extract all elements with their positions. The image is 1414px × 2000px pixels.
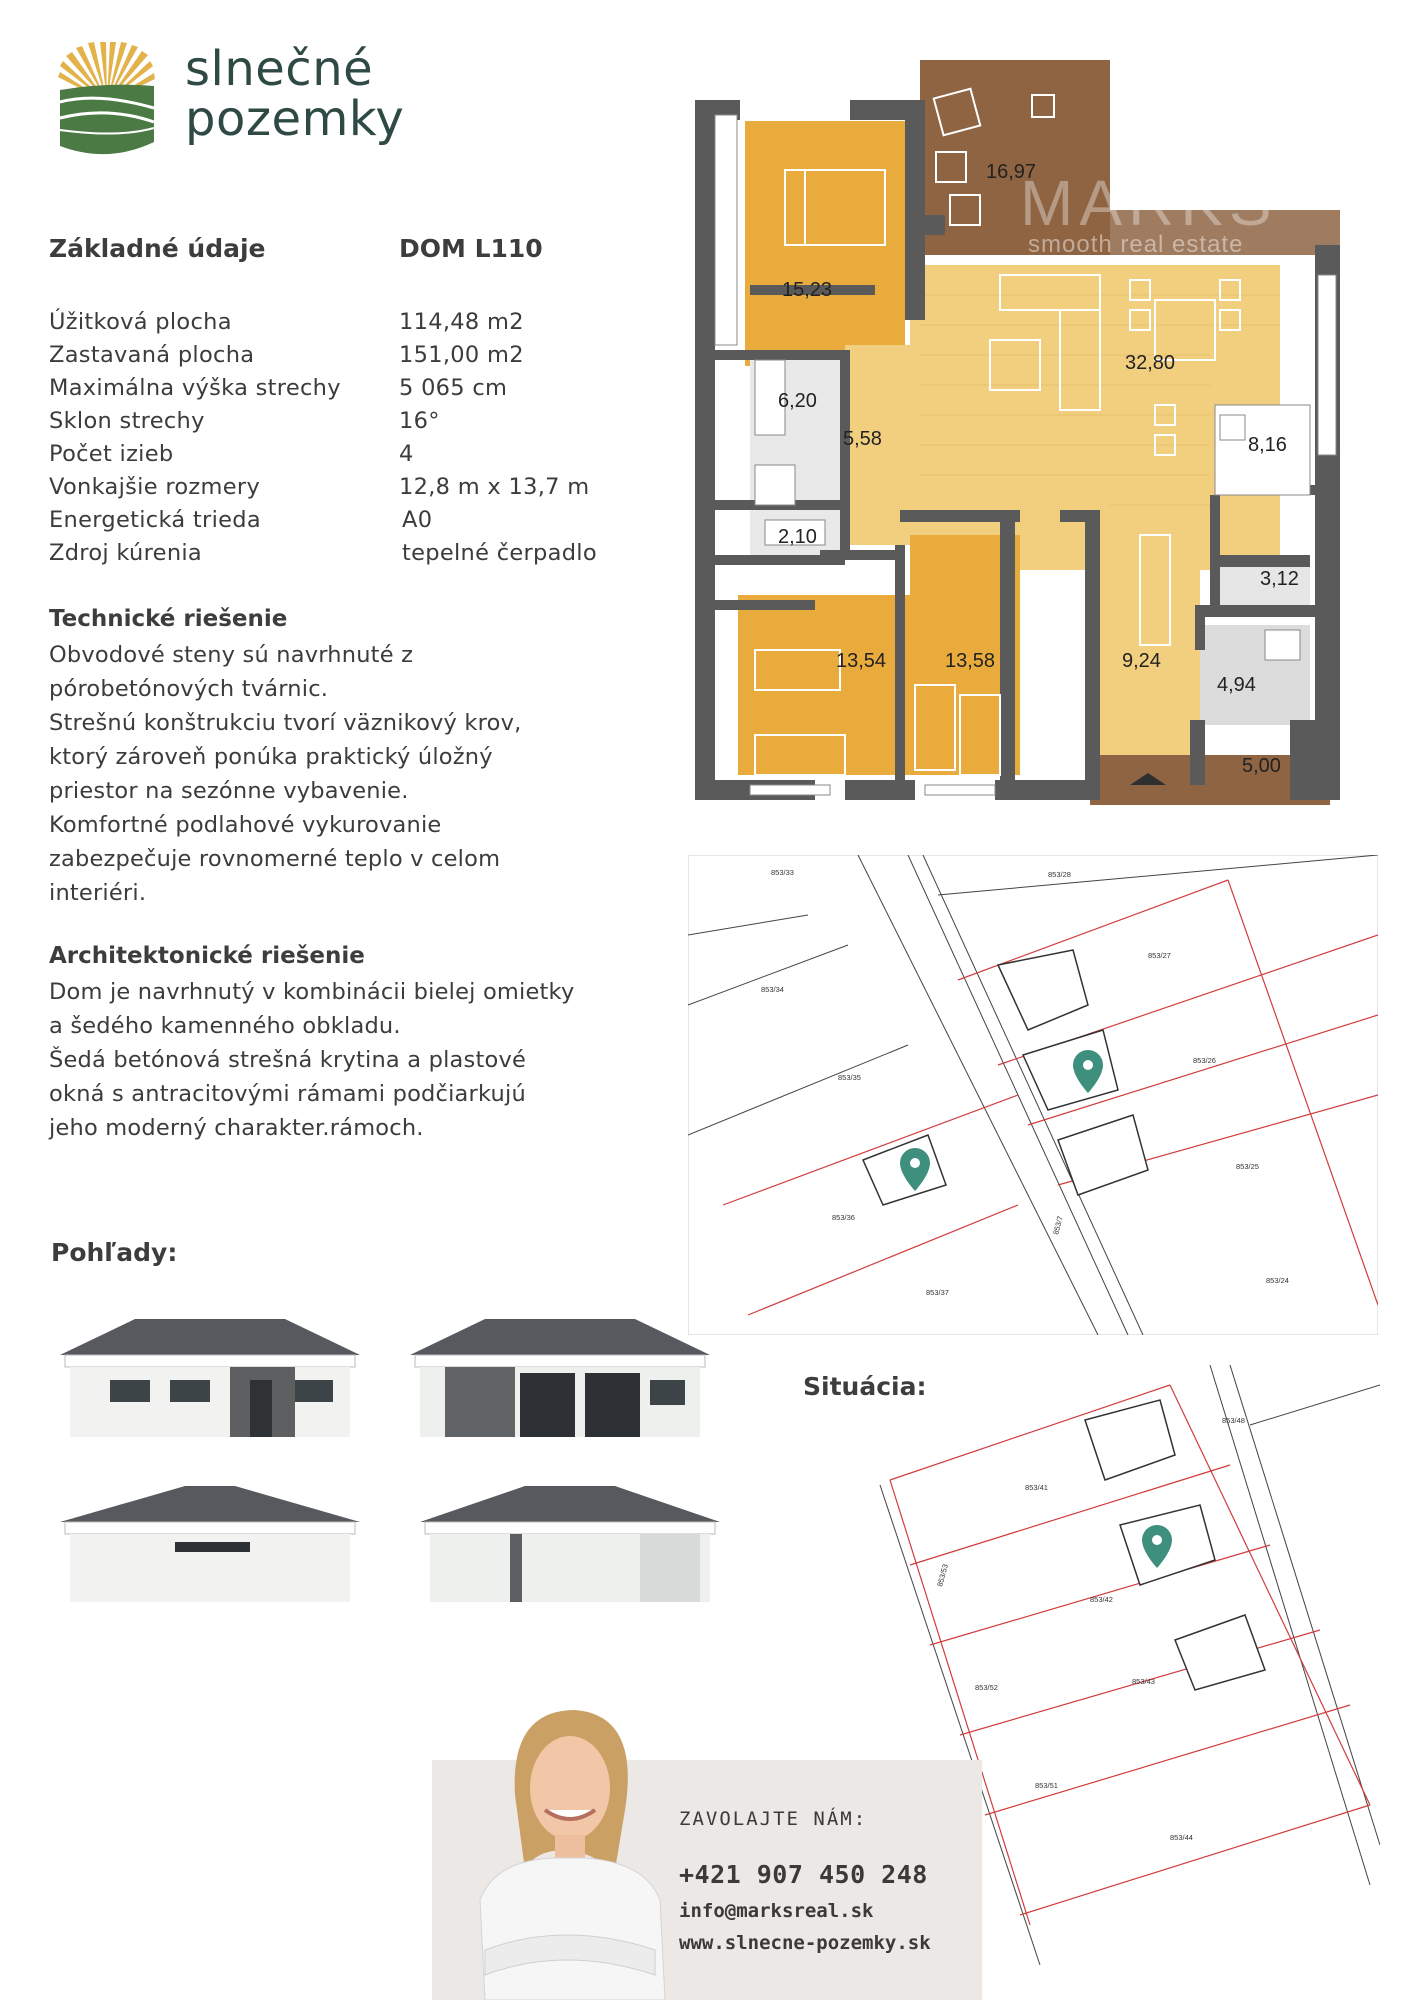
spec-value: 5 065 cm (399, 375, 508, 401)
spec-row (49, 540, 689, 573)
house-name: DOM L110 (399, 234, 543, 263)
lot-label: 853/27 (1148, 951, 1171, 960)
room-area-pantry: 3,12 (1260, 568, 1299, 590)
room-area-bedroom: 15,23 (782, 279, 833, 301)
lot-label: 853/26 (1193, 1056, 1216, 1065)
pin-dot (910, 1158, 920, 1168)
room1-floor (738, 595, 913, 775)
brand-name-line2: pozemky (185, 91, 405, 147)
spec-row (49, 375, 689, 408)
spec-value: 151,00 m2 (399, 342, 524, 368)
website-link[interactable]: www.slnecne-pozemky.sk (679, 1932, 931, 1954)
basic-info-heading: Základné údaje (49, 234, 266, 263)
agent-photo (455, 1700, 685, 2000)
lot-label: 853/48 (1222, 1416, 1245, 1425)
spec-label: Počet izieb (49, 441, 174, 467)
lot-label: 853/52 (975, 1683, 998, 1692)
lot-label: 853/28 (1048, 870, 1071, 879)
floor-plan (690, 55, 1360, 815)
room-area-hall: 5,58 (843, 428, 882, 450)
lot-label: 853/34 (761, 985, 784, 994)
spec-label: Úžitková plocha (49, 309, 232, 335)
technical-heading: Technické riešenie (49, 606, 288, 632)
spec-row (49, 507, 689, 540)
lot-label: 853/41 (1025, 1483, 1048, 1492)
spec-label: Vonkajšie rozmery (49, 474, 261, 500)
room-area-bath2: 4,94 (1217, 674, 1256, 696)
architecture-text: Dom je navrhnutý v kombinácii bielej omietky a šedého kamenného obkladu. Šedá betónová strešná krytina a plastové okná s antracitovými rámami podčiarkujú jeho moderný charakter.rámoch. (49, 979, 575, 1141)
spec-value: tepelné čerpadlo (402, 540, 597, 566)
room-area-entry: 9,24 (1122, 650, 1161, 672)
spec-label: Zastavaná plocha (49, 342, 255, 368)
lot-label: 853/43 (1132, 1677, 1155, 1686)
email-link[interactable]: info@marksreal.sk (679, 1900, 874, 1922)
spec-row (49, 309, 689, 342)
spec-row (49, 342, 689, 375)
spec-value: A0 (402, 507, 433, 533)
road-label: 853/7 (1051, 1215, 1065, 1236)
entry-floor (1100, 525, 1200, 770)
bedroom-floor (745, 121, 905, 366)
lot-label: 853/37 (926, 1288, 949, 1297)
elevation-side-left (55, 1482, 365, 1612)
room-area-room1: 13,54 (836, 650, 887, 672)
watermark-title: MARKS (1020, 167, 1278, 239)
lot-label: 853/33 (771, 868, 794, 877)
call-us-label: ZAVOLAJTE NÁM: (679, 1808, 868, 1830)
spec-value: 12,8 m x 13,7 m (399, 474, 590, 500)
room-area-terrace: 16,97 (986, 161, 1037, 183)
room-area-living: 32,80 (1125, 352, 1176, 374)
spec-row (49, 441, 689, 474)
lot-label: 853/51 (1035, 1781, 1058, 1790)
views-heading: Pohľady: (51, 1238, 178, 1267)
brand-name (185, 41, 405, 147)
lot-label: 853/25 (1236, 1162, 1259, 1171)
road-label: 853/53 (935, 1563, 950, 1588)
map2-houses (1085, 1400, 1265, 1690)
spec-label: Sklon strechy (49, 408, 205, 434)
room-area-bath: 6,20 (778, 390, 817, 412)
lot-label: 853/42 (1090, 1595, 1113, 1604)
lot-label: 853/35 (838, 1073, 861, 1082)
room-area-room2: 13,58 (945, 650, 996, 672)
phone-link[interactable]: +421 907 450 248 (679, 1860, 928, 1889)
brand-name-line1: slnečné (185, 41, 374, 97)
lot-label: 853/44 (1170, 1833, 1193, 1842)
elevation-front (55, 1315, 365, 1445)
elevation-side-right (415, 1482, 725, 1612)
spec-label: Energetická trieda (49, 507, 261, 533)
spec-value: 4 (399, 441, 414, 467)
elevation-back (405, 1315, 715, 1445)
technical-text: Obvodové steny sú navrhnuté z pórobetónových tvárnic. Strešnú konštrukciu tvorí väznikový krov, ktorý zároveň ponúka praktický úložný priestor na sezónne vybavenie. Komfortné podlahové vykurovanie zabezpečuje rovnomerné teplo v celom interiéri. (49, 642, 522, 906)
lot-label: 853/24 (1266, 1276, 1289, 1285)
green-hills-icon (60, 85, 154, 154)
room-area-porch: 5,00 (1242, 755, 1281, 777)
spec-label: Maximálna výška strechy (49, 375, 341, 401)
site-map-1 (688, 855, 1378, 1335)
spec-list (49, 309, 689, 573)
room-area-wc: 2,10 (778, 526, 817, 548)
spec-row (49, 474, 689, 507)
architecture-heading: Architektonické riešenie (49, 943, 365, 969)
lot-label: 853/36 (832, 1213, 855, 1222)
watermark-subtitle: smooth real estate (1028, 231, 1244, 258)
situation-heading: Situácia: (803, 1372, 927, 1401)
room-area-kitchen: 8,16 (1248, 434, 1287, 456)
spec-value: 114,48 m2 (399, 309, 524, 335)
pin-dot (1083, 1060, 1093, 1070)
spec-row (49, 408, 689, 441)
spec-label: Zdroj kúrenia (49, 540, 203, 566)
spec-value: 16° (399, 408, 440, 434)
pin-dot (1152, 1535, 1162, 1545)
